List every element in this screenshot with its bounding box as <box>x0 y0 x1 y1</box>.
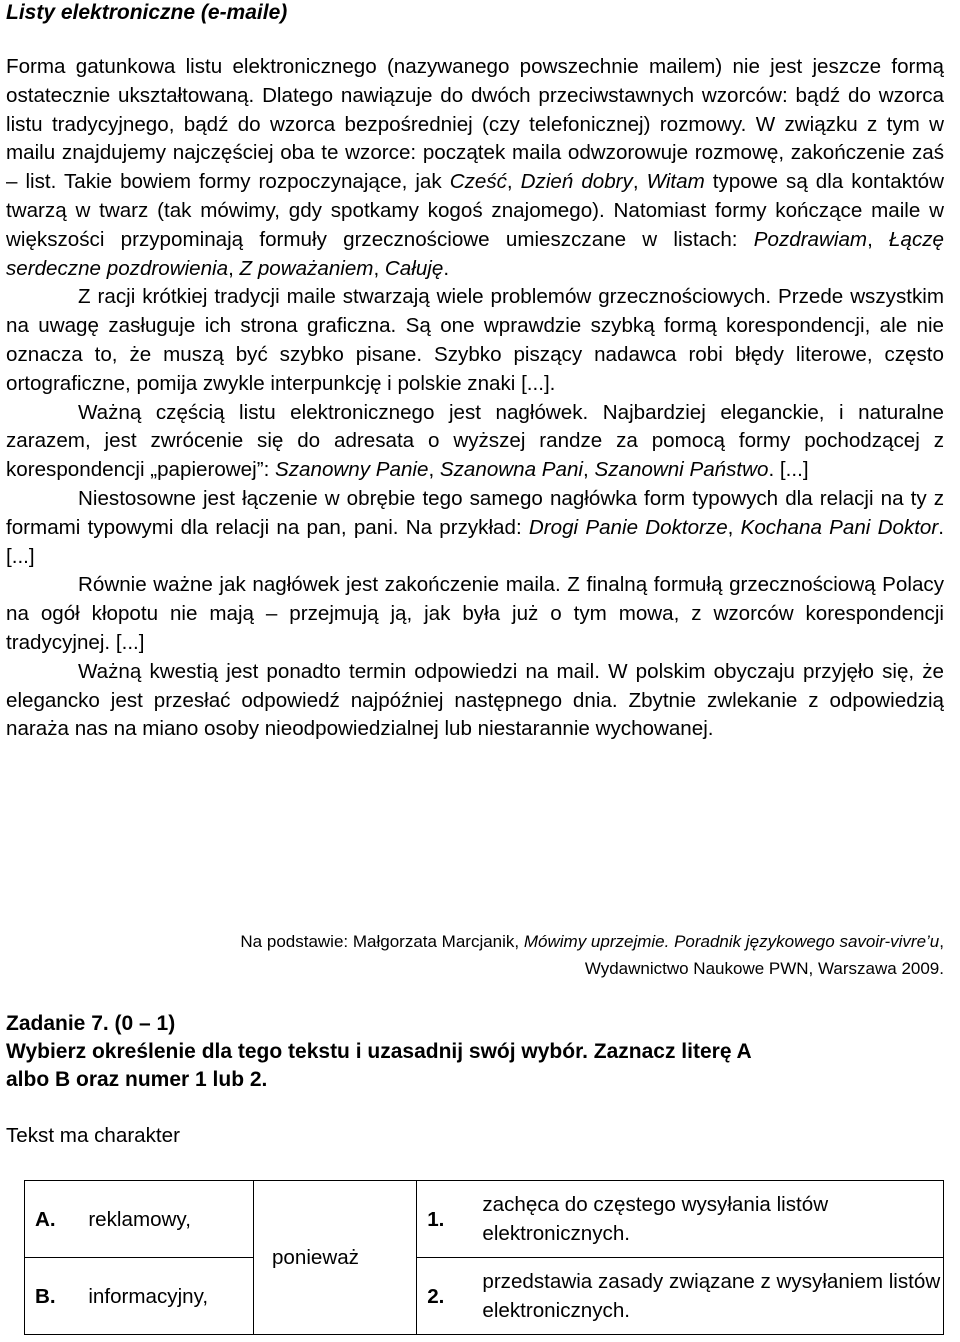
document-title: Listy elektroniczne (e-maile) <box>6 1 288 24</box>
paragraph-6: Ważną kwestią jest ponadto termin odpowiedzi na mail. W polskim obyczaju przyjęło się, że elegancko jest przesłać odpowiedź najpóźniej następnego dnia. Zbytnie zwlekanie z odpowiedzią naraża nas na miano osoby nieodpowiedzialnej lub niestarannie wychowanej. <box>6 659 944 741</box>
source-citation <box>6 928 944 982</box>
task-instruction-line-1: Wybierz określenie dla tego tekstu i uzasadnij swój wybór. Zaznacz literę A <box>6 1040 752 1063</box>
italic-phrase: Łączę serdeczne pozdrowienia <box>6 227 944 280</box>
italic-phrase: Drogi Panie Doktorze <box>528 515 728 539</box>
paragraph-5: Równie ważne jak nagłówek jest zakończenie maila. Z finalną formułą grzecznościową Polacy na ogół kłopotu nie mają – przejmują ją, jak była już o tym mowa, z wzorców korespondencji tradycyjnej. [...] <box>6 573 944 654</box>
source-suffix: , <box>939 932 944 951</box>
answer-row-b <box>25 1258 944 1335</box>
option-1-text[interactable]: zachęca do częstego wysyłania listów elektronicznych. <box>472 1181 943 1258</box>
italic-phrase: Kochana Pani Doktor <box>740 515 939 539</box>
italic-phrase: Z poważaniem <box>239 256 374 280</box>
italic-phrase: Szanowna Pani <box>439 458 584 482</box>
option-a-letter[interactable]: A. <box>25 1181 79 1258</box>
italic-phrase: Witam <box>646 170 705 194</box>
option-b-letter[interactable]: B. <box>25 1258 79 1335</box>
task-heading: Zadanie 7. (0 – 1) <box>6 1012 176 1035</box>
option-b-text[interactable]: informacyjny, <box>78 1258 253 1335</box>
italic-phrase: Szanowny Panie <box>275 458 429 482</box>
conjunction-cell: ponieważ <box>253 1181 416 1335</box>
source-prefix: Na podstawie: Małgorzata Marcjanik, <box>240 932 524 951</box>
paragraph-2: Z racji krótkiej tradycji maile stwarzają wiele problemów grzecznościowych. Przede wszystkim na uwagę zasługuje ich strona graficzna. Są one wprawdzie szybką formą korespondencji, ale nie oznacza to, że muszą być szybko pisane. Szybko piszący nadawca robi błędy literowe, często ortograficzne, pomija zwykle interpunkcję i polskie znaki [...]. <box>6 285 944 395</box>
paragraph-3: Ważną częścią listu elektronicznego jest nagłówek. Najbardziej eleganckie, i naturalne zarazem, jest zwrócenie się do adresata o wyższej randze za pomocą formy pochodzącej z korespondencji „papierowej”: Szanowny Panie, Szanowna Pani, Szanowni Państwo. [...] <box>6 400 944 482</box>
answer-row-a <box>25 1181 944 1258</box>
source-publisher: Wydawnictwo Naukowe PWN, Warszawa 2009. <box>584 959 944 978</box>
option-2-number[interactable]: 2. <box>417 1258 473 1335</box>
italic-phrase: Całuję <box>384 256 444 280</box>
article-body <box>6 53 944 744</box>
option-2-text[interactable]: przedstawia zasady związane z wysyłaniem listów elektronicznych. <box>472 1258 943 1335</box>
italic-phrase: Cześć <box>449 170 507 194</box>
task-instruction-line-2: albo B oraz numer 1 lub 2. <box>6 1068 268 1091</box>
option-1-number[interactable]: 1. <box>417 1181 473 1258</box>
italic-phrase: Szanowni Państwo <box>594 458 769 482</box>
italic-phrase: Pozdrawiam <box>753 227 868 251</box>
task-lead: Tekst ma charakter <box>6 1124 180 1147</box>
answer-table <box>24 1180 944 1335</box>
italic-phrase: Dzień dobry <box>520 170 633 194</box>
paragraph-4: Niestosowne jest łączenie w obrębie tego samego nagłówka form typowych dla relacji na ty z formami typowymi dla relacji na pan, pani. Na przykład: Drogi Panie Doktorze, Kochana Pani Doktor. [...] <box>6 486 944 568</box>
task-header <box>6 1010 944 1094</box>
source-book-title: Mówimy uprzejmie. Poradnik językowego savoir-vivre’u <box>523 932 940 951</box>
option-a-text[interactable]: reklamowy, <box>78 1181 253 1258</box>
paragraph-1: Forma gatunkowa listu elektronicznego (nazywanego powszechnie mailem) nie jest jeszcze formą ostatecznie ukształtowaną. Dlatego nawiązuje do dwóch przeciwstawnych wzorców: bądź do wzorca listu tradycyjnego, bądź do wzorca bezpośredniej (czy telefonicznej) rozmowy. W związku z tym w mailu znajdujemy najczęściej oba te wzorce: początek maila odwzorowuje rozmowę, zakończenie zaś – list. Takie bowiem formy rozpoczynające, jak Cześć, Dzień dobry, Witam typowe są dla kontaktów twarzą w twarz (tak mówimy, gdy spotkamy kogoś znajomego). Natomiast formy kończące maile w większości przypominają formuły grzecznościowe umieszczane w listach: Pozdrawiam, Łączę serdeczne pozdrowienia, Z poważaniem, Całuję. <box>6 55 944 280</box>
